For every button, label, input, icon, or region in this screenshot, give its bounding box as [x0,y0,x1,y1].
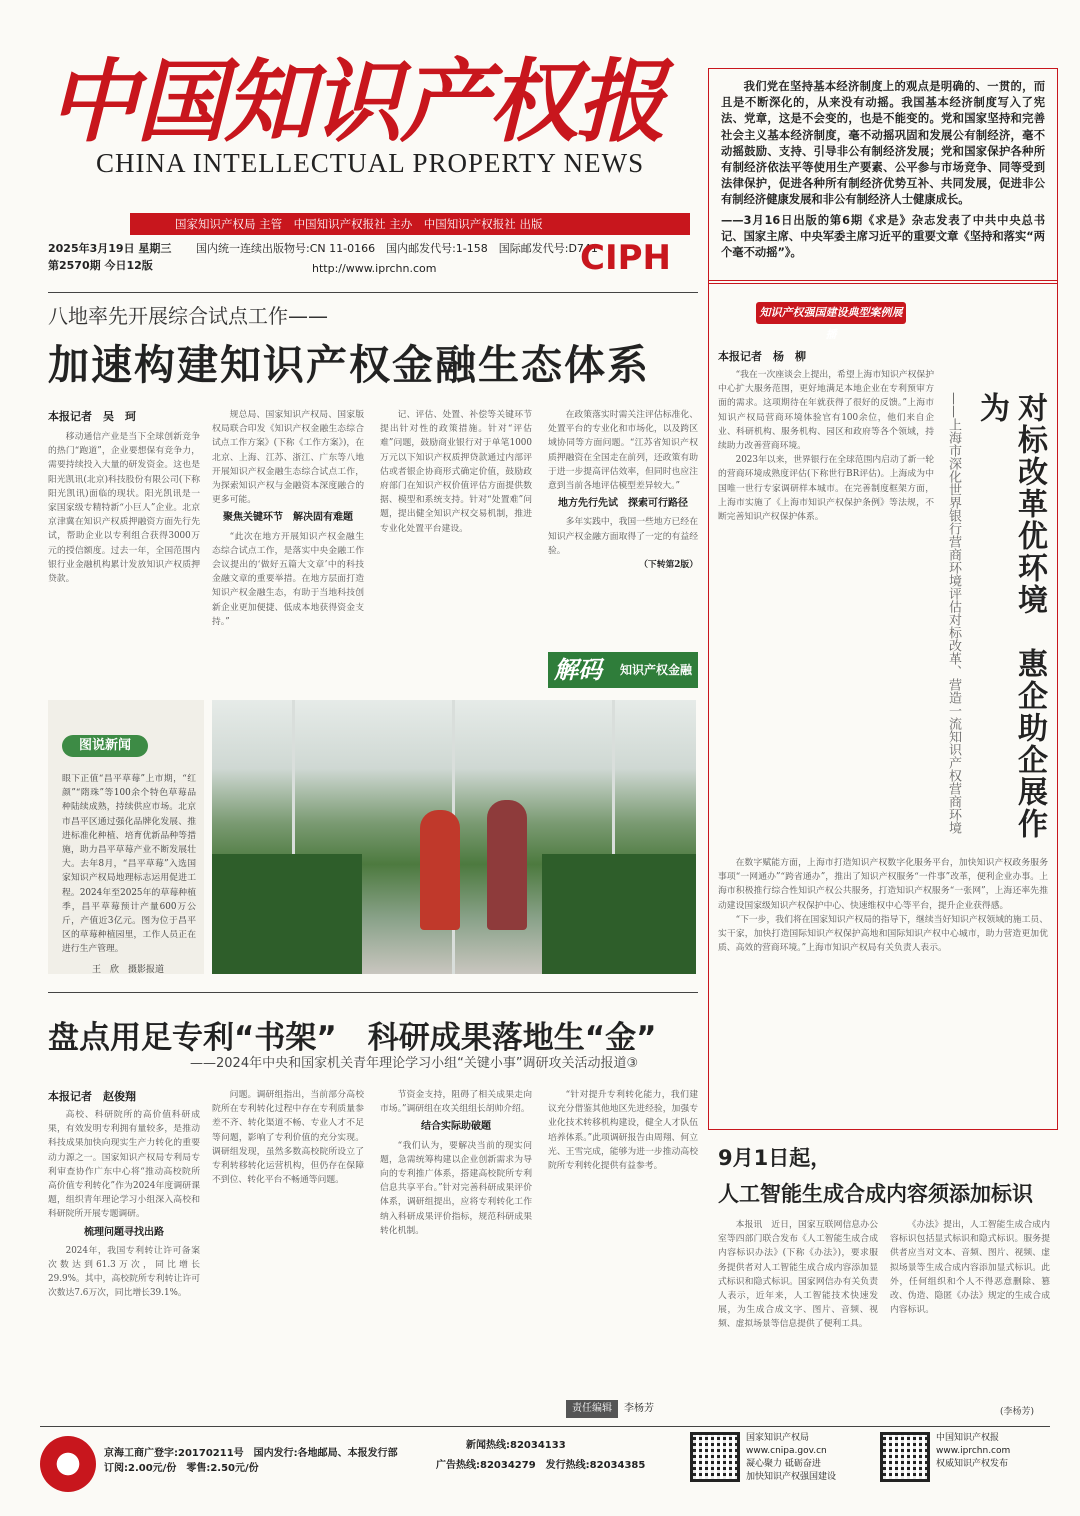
footer-line-1: 京海工商广登字:20170211号 国内发行:各地邮局、本报发行部 [104,1448,398,1459]
ciph-logo [578,236,684,276]
newspaper-emblem [40,1436,96,1492]
section-rule [48,992,698,993]
feature-text-2: 2023年以来，世界银行在全球范围内启动了新一轮的营商环境成熟度评估(下称世行BR评估)。上海成为中国唯一世行专家调研样本城市。在完善制度框架方面，上海市实施了《上海市知识产权保护条例》等法规，不断完善知识产权保护体系。 [718,455,934,523]
qr-code-iprchn[interactable] [880,1432,930,1482]
lead-col4-text: 在政策落实时需关注评估标准化、处置平台的专业化和市场化，以及跨区域协同等方面问题。“江苏省知识产权质押融资在全国走在前列，还政策有助于进一步提高评估效率，但同时也应注意到当前各地评估模型差异较大。” [548,410,698,492]
feature-byline: 本报记者 杨 柳 [718,350,806,363]
ai-news-col1-text: 本报讯 近日，国家互联网信息办公室等四部门联合发布《人工智能生成合成内容标识办法》(下称《办法》)，要求服务提供者对人工智能生成合成内容添加显式标识和隐式标识。国家网信办有关负责人表示，近年来，人工智能技术快速发展，为生成合成文字、图片、音频、视频、虚拟场景等信息提供了便利工具。 [718,1220,878,1330]
ciph-logo-text: CIPH [580,238,671,276]
footer-news-2[interactable]: www.iprchn.com [936,1446,1011,1456]
lead-col2b-text: “此次在地方开展知识产权金融生态综合试点工作，是落实中央金融工作会议提出的‘做好五篇大文章’中的科技金融文章的重要举措。在地方层面打造知识产权金融生态，有助于当地科技创新企业更加便捷、低成本地获得资金支持。” [212,531,364,627]
footer-hotline: 新闻热线:82034133 [466,1440,566,1451]
lead-col4b-text: 多年实践中，我国一些地方已经在知识产权金融方面取得了一定的有益经验。 [548,517,698,556]
footer-line-2: 订阅:2.00元/份 零售:2.50元/份 [104,1463,259,1474]
footer-ads: 广告热线:82034279 发行热线:82034385 [436,1460,646,1471]
lead-col-4 [548,408,698,646]
ai-news-col-2 [890,1218,1050,1402]
lead-byline: 本报记者 吴 珂 [48,410,136,423]
footer-gov-4: 加快知识产权强国建设 [746,1472,837,1482]
editor-name: 李杨芳 [624,1403,654,1414]
editor-credit [566,1400,700,1418]
ai-news-credit: (李杨芳) [1000,1407,1035,1417]
lead-col-1 [48,430,200,692]
footer-gov-2[interactable]: www.cnipa.gov.cn [746,1446,827,1456]
issue-info [48,240,171,274]
footer-registration [104,1446,398,1476]
lead-col2-text: 规总局、国家知识产权局、国家版权局联合印发《知识产权金融生态综合试点工作方案》(下称《工作方案》)，在北京、上海、江苏、浙江、广东等八地开展知识产权金融生态综合试点工作，为探索知识产权与金融资本深度融合的更多可能。 [212,410,364,506]
picture-news-caption: 眼下正值“昌平草莓”上市期，“红颜”“隋珠”等100余个特色草莓品种陆续成熟，持续供应市场。北京市昌平区通过强化品牌化发展、推进标准化种植、培育优新品种等措施，助力昌平草莓产业不断发展壮大。去年8月，“昌平草莓”入选国家知识产权局地理标志运用促进工程。2024年至2025年的草莓种植季，昌平草莓预计产量600万公斤，产值近3亿元。图为位于昌平区的草莓种植园里，工作人员正在进行生产管理。 [62,774,196,955]
second-headline: 盘点用足专利“书架” 科研成果落地生“金” [48,1020,657,1056]
lead-col-3 [380,408,532,692]
photo-credit: 王 欣 摄影报道 [92,965,165,975]
second-col1b-text: 2024年，我国专利转让许可备案次数达到61.3万次，同比增长29.9%。其中，高校院所专利转让许可次数达7.6万次，同比增长39.1%。 [48,1245,200,1299]
top-rule [48,292,698,293]
lead-kicker: 八地率先开展综合试点工作—— [48,304,328,328]
second-col-2 [212,1088,364,1422]
lead-col1-text: 移动通信产业是当下全球创新竞争的热门“跑道”，企业要想保有竞争力，需要持续投入大量的研发资金。这也是阳光凯讯(北京)科技股份有限公司(下称阳光凯讯)面临的现状。阳光凯讯是一家国家级专精特新“小巨人”企业。北京京津冀在知识产权质押融资方面先行先试，帮助企业以专利组合获得3000万元的授信额度。过去一年，全国范围内银行业金融机构累计发放知识产权质押贷款。 [48,432,200,585]
second-col-3 [380,1088,532,1422]
qr-code-cnipa[interactable] [690,1432,740,1482]
feature-subtitle: ——上海市深化世界银行营商环境评估对标改革、营造一流知识产权营商环境 [946,392,961,834]
issue-date: 2025年3月19日 星期三 [48,242,172,255]
quote-source: ——3月16日出版的第6期《求是》杂志发表了中共中央总书记、国家主席、中央军委主席习近平的重要文章《坚持和落实“两个毫不动摇”》。 [721,213,1045,260]
second-col1-subhead: 梳理问题寻找出路 [84,1226,164,1238]
second-col1-text: 高校、科研院所的高价值科研成果，有效发明专利拥有量较多，是推动科技成果加快向现实生产力转化的重要动力源之一。国家知识产权局专利局专利审查协作广东中心将“推动高校院所高价值专利转化”作为2024年度调研课题，组织青年理论学习小组深入高校和科研院所开展专题调研。 [48,1110,200,1220]
footer-rule [40,1426,1050,1427]
quote-text: 我们党在坚持基本经济制度上的观点是明确的、一贯的，而且是不断深化的，从来没有动摇。我国基本经济制度写入了宪法、党章，这是不会变的，也是不能变的。党和国家坚持和完善社会主义基本经济制度，毫不动摇巩固和发展公有制经济，毫不动摇鼓励、支持、引导非公有制经济发展；党和国家保护各种所有制经济依法平等使用生产要素、公平参与市场竞争、同等受到法律保护，促进各种所有制经济优势互补、共同发展，促进非公有制经济健康发展和非公有制经济人士健康成长。 [721,80,1045,207]
plant-bed [542,854,696,974]
editor-label: 责任编辑 [566,1400,618,1418]
pub-number: 国内统一连续出版物号:CN 11-0166 国内邮发代号:1-158 国际邮发代号:D741 [196,242,598,255]
jiema-tag: 知识产权金融 [619,663,692,677]
lead-headline: 加速构建知识产权金融生态体系 [48,341,650,389]
feature-title: 对标改革优环境 惠企助企展作为 [974,392,1047,840]
quote-box [708,68,1058,284]
feature-col-lower [718,856,1048,1122]
second-col3-subhead: 结合实际助破题 [421,1121,491,1133]
second-col-4 [548,1088,698,1396]
footer-gov-3: 凝心聚力 砥砺奋进 [746,1459,821,1469]
jiema-label: 解码 [554,656,602,684]
second-subhead: ——2024年中央和国家机关青年理论学习小组“关键小事”调研攻关活动报道③ [190,1056,639,1071]
feature-banner: 知识产权强国建设典型案例展播 [756,302,906,324]
ai-news-date-head: 9月1日起， [718,1146,832,1170]
footer-gov-1: 国家知识产权局 [746,1433,810,1443]
ai-news-headline: 人工智能生成合成内容须添加标识 [718,1182,1033,1206]
masthead-title-en: CHINA INTELLECTUAL PROPERTY NEWS [96,148,645,178]
footer-news-3: 权威知识产权发布 [936,1459,1009,1469]
footer-iprchn [936,1432,1010,1471]
worker-figure [420,810,460,930]
site-url[interactable]: http://www.iprchn.com [312,262,437,275]
jiema-banner [548,652,698,688]
publisher-bar: 国家知识产权局 主管 中国知识产权报社 主办 中国知识产权报社 出版 [130,213,690,235]
footer-cnipa [746,1432,836,1484]
second-col3-text: 节资金支持，阻碍了相关成果走向市场。”调研组在攻关组组长胡帅介绍。 [380,1090,532,1115]
second-byline: 本报记者 赵俊翔 [48,1090,136,1103]
lead-col2-subhead: 聚焦关键环节 解决固有难题 [223,512,353,524]
lead-col3-text: 记、评估、处置、补偿等关键环节提出针对性的政策措施。针对“评估难”问题，鼓励商业银行对于单笔1000万元以下知识产权质押贷款通过内部评估或者银企协商形式确定价值，鼓励政府部门在知识产权价值评估方面提供数据、模型和系统支持。针对“处置难”问题，提出健全知识产权交易机制，推进专业化处置平台建设。 [380,410,532,534]
footer-news-1: 中国知识产权报 [936,1433,1000,1443]
second-col-1 [48,1108,200,1422]
lead-col-2 [212,408,364,692]
picture-news-label: 图说新闻 [62,735,148,757]
worker-figure [487,800,527,930]
feature-col-upper [718,368,934,848]
second-col2-text: 问题。调研组指出，当前部分高校院所在专利转化过程中存在专利质量参差不齐、转化渠道不畅、专业人才不足等问题，影响了专利价值的充分实现。调研组发现，虽然多数高校院所设立了专利转移转化运营机构，但仍存在保障不到位、转化平台不畅通等问题。 [212,1090,364,1186]
feature-text-3: 在数字赋能方面，上海市打造知识产权数字化服务平台，加快知识产权政务服务事项“一网通办”“跨省通办”，推出了知识产权服务“一件事”改革，便利企业办事。上海市积极推行综合性知识产权公共服务，打造知识产权服务“一张网”，上海还率先推动建设国家级知识产权保护中心、快速维权中心等平台，提升企业获得感。 [718,858,1048,911]
issue-number: 第2570期 今日12版 [48,259,153,272]
ai-news-col2-text: 《办法》提出，人工智能生成合成内容标识包括显式标识和隐式标识。服务提供者应当对文本、音频、图片、视频、虚拟场景等生成合成内容添加显式标识。此外，任何组织和个人不得恶意删除、篡改、伪造、隐匿《办法》规定的生成合成内容标识。 [890,1220,1050,1316]
strawberry-greenhouse-photo [212,700,696,974]
masthead-title-cn: 中国知识产权报 [48,50,664,155]
feature-text-1: “我在一次座谈会上提出，希望上海市知识产权保护中心扩大服务范围，更好地满足本地企业在专利预审方面的需求。这项期待在年就获得了很好的反馈。”上海市知识产权局营商环境体验官有100余位，他们来自企业、科研机构、服务机构、园区和政府等各个领域，持续助力改善营商环境。 [718,370,934,452]
plant-bed [212,854,362,974]
masthead [48,48,698,188]
lead-col4-subhead: 地方先行先试 探索可行路径 [558,498,688,510]
second-col3b-text: “我们认为，要解决当前的现实问题，急需统筹构建以企业创新需求为导向的专利推广体系，搭建高校院所专利信息共享平台。”针对完善科研成果评价体系，调研组提出，应将专利转化工作纳入科研成果评价指标，规范科研成果转化机制。 [380,1140,532,1236]
feature-text-4: “下一步，我们将在国家知识产权局的指导下，继续当好知识产权领域的施工员、实干家，加快打造国际知识产权保护高地和国际知识产权中心城市，助力营造更加优质、高效的营商环境。”上海市知识产权局有关负责人表示。 [718,914,1048,954]
ai-news-col-1 [718,1218,878,1418]
lead-continued: （下转第2版） [639,560,698,571]
second-col4-text: “针对提升专利转化能力，我们建议充分借鉴其他地区先进经验，加强专业化技术转移机构建设，健全人才队伍培养体系。”此项调研报告由周翔、何立光、王雪完成，能够为进一步推动高校院所专利转化提供有益参考。 [548,1090,698,1172]
